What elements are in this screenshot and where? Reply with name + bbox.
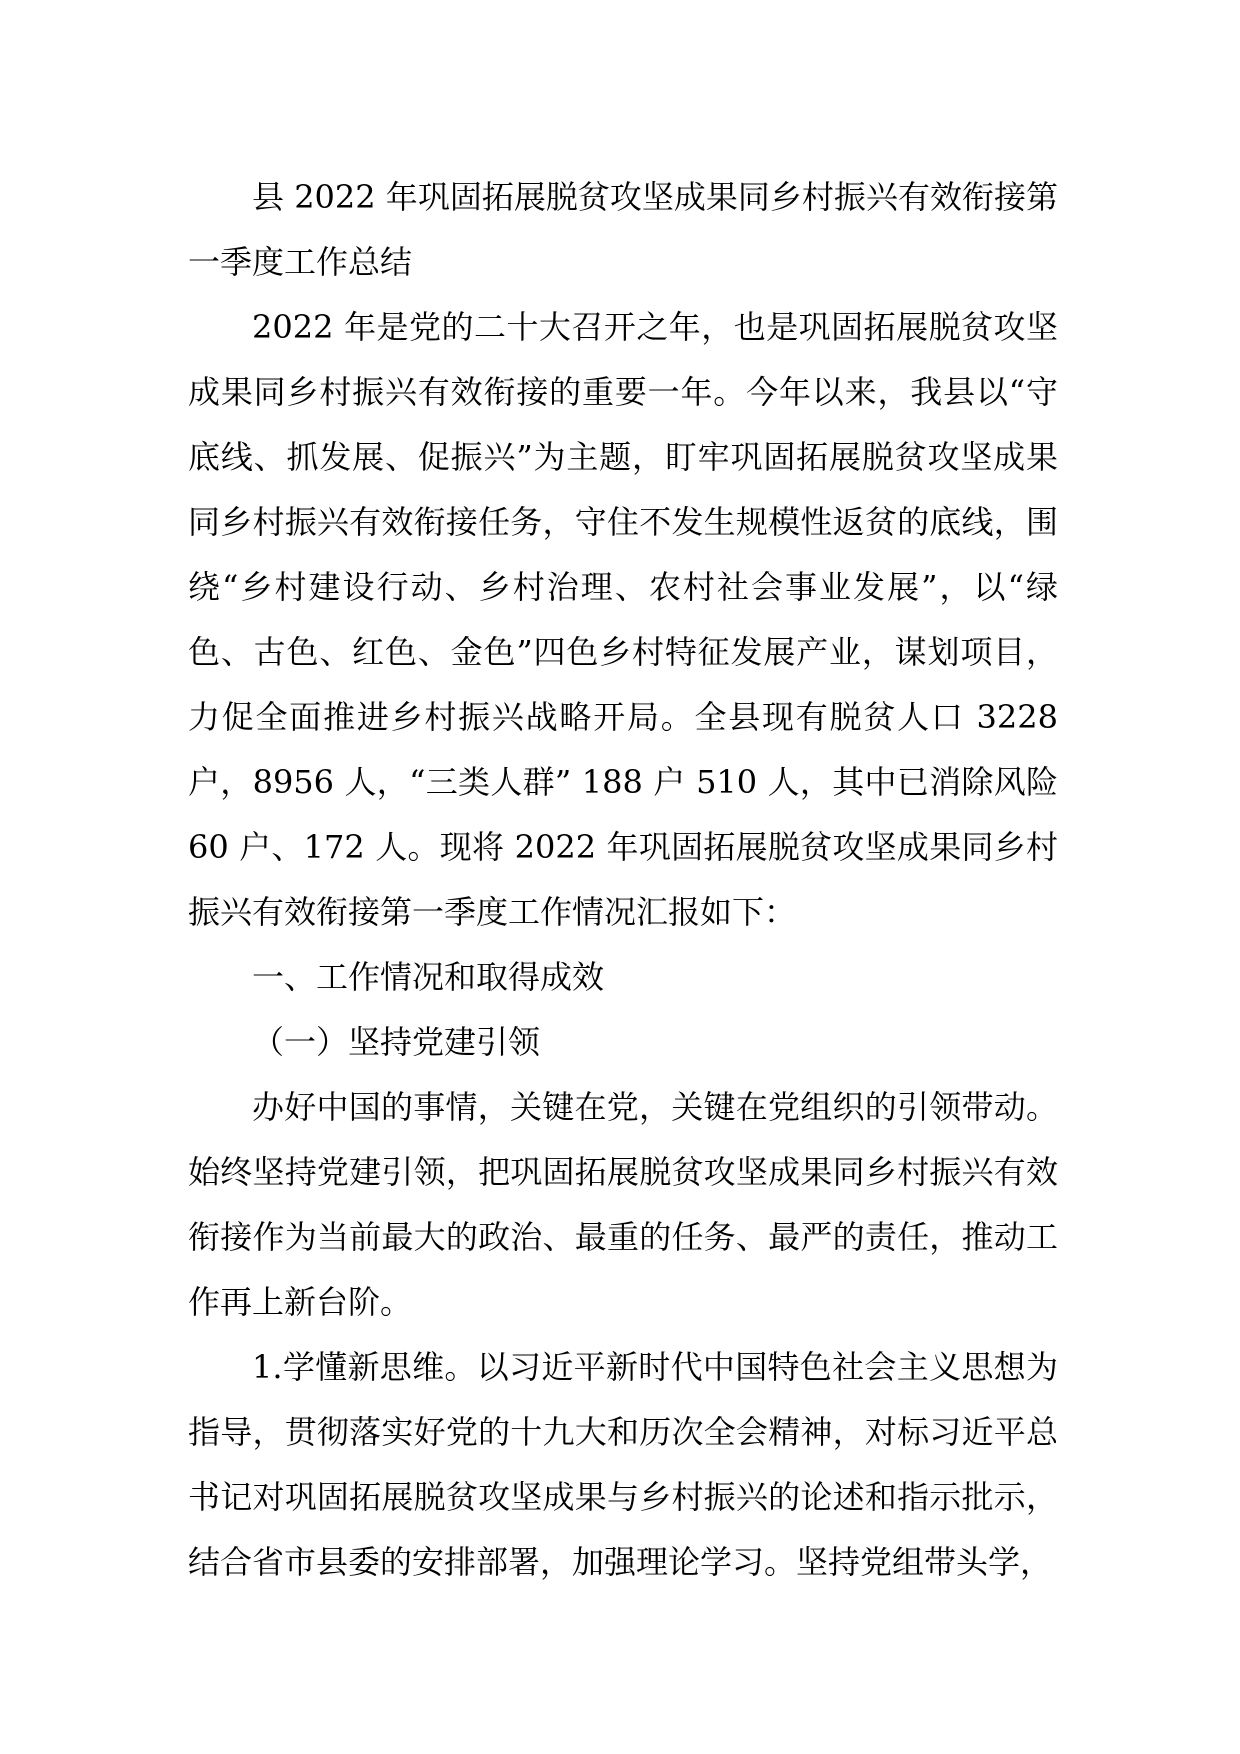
document-title: 县 2022 年巩固拓展脱贫攻坚成果同乡村振兴有效衔接第一季度工作总结 [188, 178, 1058, 281]
subsection-heading: （一）坚持党建引领 [252, 1023, 541, 1061]
body-paragraph: 办好中国的事情，关键在党，关键在党组织的引领带动。始终坚持党建引领，把巩固拓展脱贫攻坚成果同乡村振兴有效衔接作为当前最大的政治、最重的任务、最严的责任，推动工作再上新台阶。 [188, 1088, 1058, 1321]
numbered-paragraph: 1.学懂新思维。以习近平新时代中国特色社会主义思想为指导，贯彻落实好党的十九大和历次全会精神，对标习近平总书记对巩固拓展脱贫攻坚成果与乡村振兴的论述和指示批示，结合省市县委的安排部署，加强理论学习。坚持党组带头学， [188, 1348, 1058, 1581]
section-heading: 一、工作情况和取得成效 [252, 958, 605, 996]
intro-paragraph: 2022 年是党的二十大召开之年，也是巩固拓展脱贫攻坚成果同乡村振兴有效衔接的重要一年。今年以来，我县以“守底线、抓发展、促振兴”为主题，盯牢巩固拓展脱贫攻坚成果同乡村振兴有效衔接任务，守住不发生规模性返贫的底线，围绕“乡村建设行动、乡村治理、农村社会事业发展”，以“绿色、古色、红色、金色”四色乡村特征发展产业，谋划项目，力促全面推进乡村振兴战略开局。全县现有脱贫人口 3228 户，8956 人，“三类人群” 188 户 510 人，其中已消除风险 60 户、172 人。现将 2022 年巩固拓展脱贫攻坚成果同乡村振兴有效衔接第一季度工作情况汇报如下： [188, 308, 1058, 931]
document-page [188, 165, 1058, 1595]
